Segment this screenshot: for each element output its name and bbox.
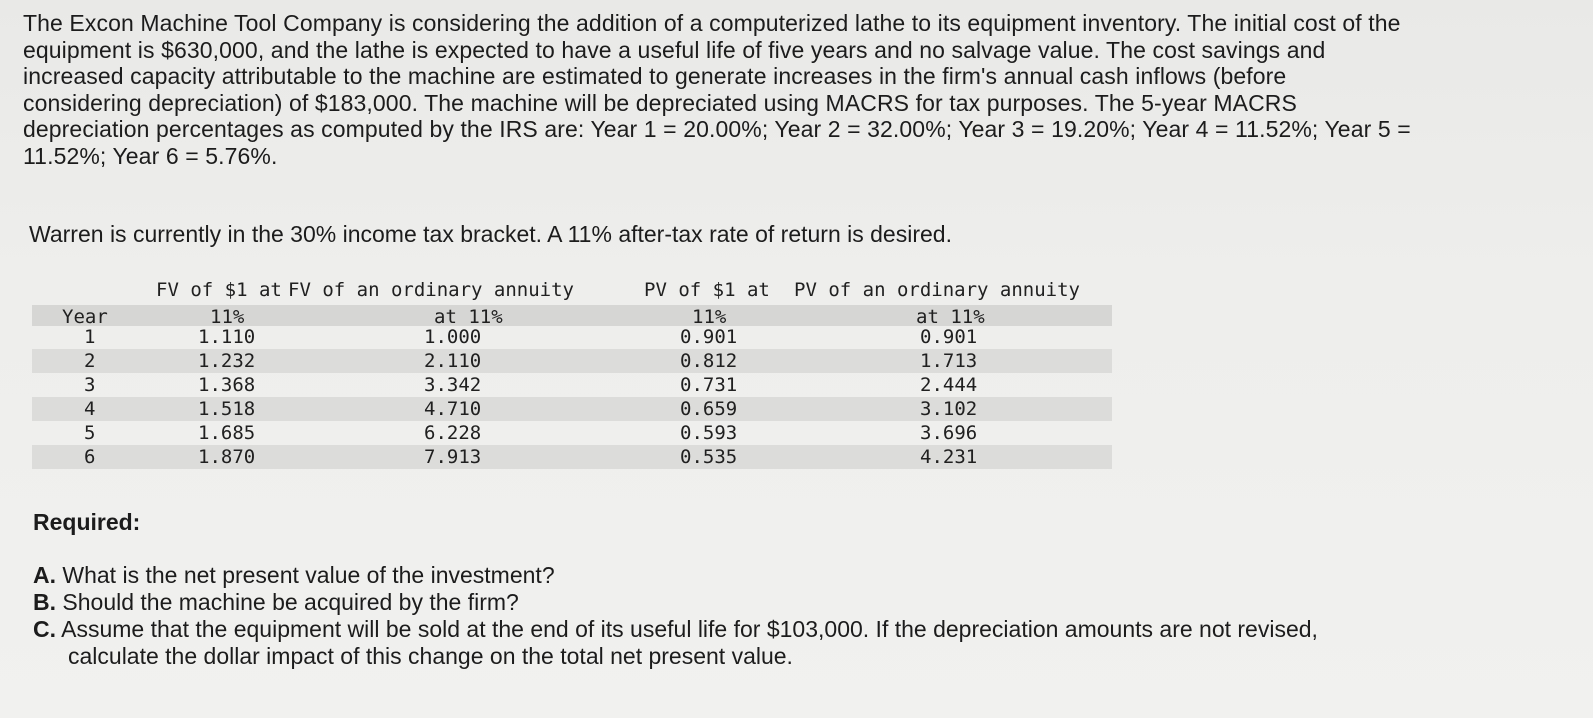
interest-factor-table bbox=[32, 277, 1112, 469]
table-row bbox=[32, 397, 1112, 421]
header-pv1-top: PV of $1 at bbox=[644, 279, 770, 301]
pva-cell: 0.901 bbox=[920, 326, 978, 348]
fv1-cell: 1.518 bbox=[198, 398, 256, 420]
header-fva-top: FV of an ordinary annuity bbox=[288, 279, 574, 301]
table-header bbox=[32, 277, 1112, 328]
table-row bbox=[32, 349, 1112, 373]
fv1-cell: 1.368 bbox=[198, 374, 256, 396]
header-pva-rate: at 11% bbox=[916, 306, 985, 328]
table-row bbox=[32, 421, 1112, 445]
pv1-cell: 0.812 bbox=[680, 350, 738, 372]
pva-cell: 3.696 bbox=[920, 422, 978, 444]
question-text: What is the net present value of the investment? bbox=[62, 562, 555, 588]
fva-cell: 2.110 bbox=[424, 350, 482, 372]
fv1-cell: 1.870 bbox=[198, 446, 256, 468]
year-cell: 4 bbox=[84, 398, 96, 420]
header-fv1-rate: 11% bbox=[210, 306, 245, 328]
pva-cell: 1.713 bbox=[920, 350, 978, 372]
intro-line: 11.52%; Year 6 = 5.76%. bbox=[23, 142, 278, 169]
fv1-cell: 1.685 bbox=[198, 422, 256, 444]
question-letter: C. bbox=[33, 616, 56, 642]
question-c-continuation: calculate the dollar impact of this change on the total net present value. bbox=[68, 643, 793, 669]
question-c bbox=[33, 616, 1318, 643]
fva-cell: 3.342 bbox=[424, 374, 482, 396]
header-pv1-rate: 11% bbox=[692, 306, 727, 328]
intro-line: equipment is $630,000, and the lathe is expected to have a useful life of five years and no salvage value. The cost savings and bbox=[23, 36, 1326, 63]
intro-line: The Excon Machine Tool Company is considering the addition of a computerized lathe to its equipment inventory. The initial cost of the bbox=[23, 10, 1401, 36]
question-a bbox=[33, 562, 1318, 589]
question-b bbox=[33, 589, 1318, 616]
pva-cell: 2.444 bbox=[920, 374, 978, 396]
pva-cell: 3.102 bbox=[920, 398, 978, 420]
problem-intro bbox=[23, 10, 1573, 169]
header-fva-rate: at 11% bbox=[434, 306, 503, 328]
question-letter: A. bbox=[33, 562, 56, 588]
pv1-cell: 0.535 bbox=[680, 446, 738, 468]
header-year: Year bbox=[62, 306, 108, 328]
intro-line: depreciation percentages as computed by the IRS are: Year 1 = 20.00%; Year 2 = 32.00%; Year 3 = 19.20%; Year 4 = 11.52%; Year 5 = bbox=[23, 116, 1411, 142]
tax-note: Warren is currently in the 30% income tax bracket. A 11% after-tax rate of return is desired. bbox=[29, 221, 952, 247]
fva-cell: 6.228 bbox=[424, 422, 482, 444]
table-row bbox=[32, 325, 1112, 349]
year-cell: 3 bbox=[84, 374, 96, 396]
fv1-cell: 1.110 bbox=[198, 326, 256, 348]
pv1-cell: 0.593 bbox=[680, 422, 738, 444]
pv1-cell: 0.901 bbox=[680, 326, 738, 348]
year-cell: 5 bbox=[84, 422, 96, 444]
table-row bbox=[32, 373, 1112, 397]
question-text: Assume that the equipment will be sold at the end of its useful life for $103,000. If the depreciation amounts are not revised, bbox=[61, 616, 1318, 642]
intro-line: increased capacity attributable to the machine are estimated to generate increases in the firm's annual cash inflows (before bbox=[23, 63, 1287, 89]
header-pva-top: PV of an ordinary annuity bbox=[794, 279, 1080, 301]
fva-cell: 4.710 bbox=[424, 398, 482, 420]
question-text: Should the machine be acquired by the firm? bbox=[62, 589, 519, 615]
required-heading: Required: bbox=[33, 509, 141, 535]
question-list bbox=[33, 562, 1318, 670]
year-cell: 2 bbox=[84, 350, 96, 372]
year-cell: 6 bbox=[84, 446, 96, 468]
header-fv1-top: FV of $1 at bbox=[156, 279, 282, 301]
pv1-cell: 0.659 bbox=[680, 398, 738, 420]
table-row bbox=[32, 445, 1112, 469]
fva-cell: 7.913 bbox=[424, 446, 482, 468]
year-cell: 1 bbox=[84, 326, 96, 348]
fva-cell: 1.000 bbox=[424, 326, 482, 348]
intro-line: considering depreciation) of $183,000. The machine will be depreciated using MACRS for tax purposes. The 5-year MACRS bbox=[23, 89, 1297, 116]
question-letter: B. bbox=[33, 589, 56, 615]
fv1-cell: 1.232 bbox=[198, 350, 256, 372]
pv1-cell: 0.731 bbox=[680, 374, 738, 396]
pva-cell: 4.231 bbox=[920, 446, 978, 468]
